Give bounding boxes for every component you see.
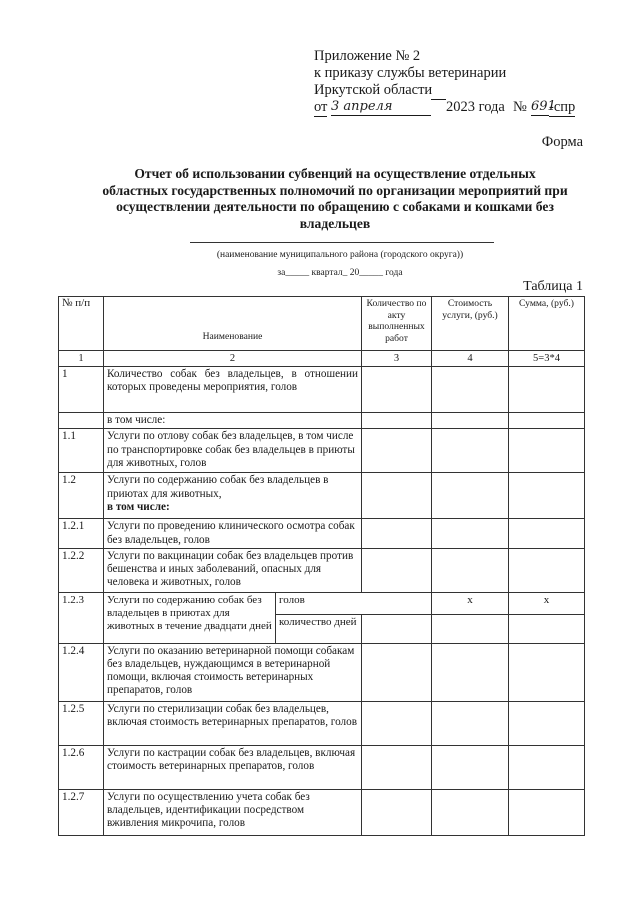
- table-row: [59, 367, 585, 413]
- row-num: 1.2.5: [59, 701, 104, 745]
- row-cost: [432, 789, 509, 835]
- header-num: № п/п: [59, 297, 104, 351]
- row-qty: [362, 789, 432, 835]
- row-sum: [509, 643, 585, 701]
- row-name: в том числе:: [104, 413, 362, 429]
- table-row: [59, 548, 585, 592]
- row-sub-days: количество дней: [276, 614, 362, 643]
- col-number: 3: [362, 351, 432, 367]
- row-cost: [432, 519, 509, 548]
- appendix-line-1: Приложение № 2: [314, 48, 421, 64]
- row-num: 1.2: [59, 473, 104, 519]
- row-cost: [432, 367, 509, 413]
- appendix-block: [314, 48, 582, 117]
- report-table: [58, 296, 585, 836]
- row-name: [104, 473, 362, 519]
- row-name: Услуги по стерилизации собак без владельцев, включая стоимость ветеринарных препаратов, голов: [104, 701, 362, 745]
- row-num: 1.2.1: [59, 519, 104, 548]
- row-cost: [432, 429, 509, 473]
- row-num: 1.2.4: [59, 643, 104, 701]
- row-cost: [432, 643, 509, 701]
- row-sub-heads: голов: [276, 592, 432, 614]
- table-row: [59, 429, 585, 473]
- row-qty: [362, 701, 432, 745]
- row-qty: [362, 473, 432, 519]
- row-num: 1.2.7: [59, 789, 104, 835]
- table-row: [59, 789, 585, 835]
- table-row: [59, 413, 585, 429]
- header-cost: Стоимость услуги, (руб.): [432, 297, 509, 351]
- row-sum: [509, 429, 585, 473]
- row-qty: [362, 429, 432, 473]
- row-cost: [432, 413, 509, 429]
- row-num: 1.2.6: [59, 745, 104, 789]
- table-header-row: [59, 297, 585, 351]
- period-line: за_____ квартал_ 20_____ года: [277, 268, 403, 278]
- order-year: 2023 года: [446, 99, 505, 115]
- row-qty: [362, 519, 432, 548]
- header-name: Наименование: [104, 297, 362, 351]
- row-name: Услуги по осуществлению учета собак без владельцев, идентификации посредством вживления микрочипа, голов: [104, 789, 362, 835]
- row-name: Услуги по кастрации собак без владельцев, включая стоимость ветеринарных препаратов, голов: [104, 745, 362, 789]
- row-qty: [362, 745, 432, 789]
- row-sum: [509, 413, 585, 429]
- row-name: Услуги по содержанию собак без владельцев в приютах для животных в течение двадцати дней: [104, 592, 276, 643]
- row-qty: [362, 614, 432, 643]
- row-sum: х: [509, 592, 585, 614]
- row-sum: [509, 519, 585, 548]
- table-row: [59, 745, 585, 789]
- col-number: 4: [432, 351, 509, 367]
- row-sum: [509, 614, 585, 643]
- header-sum: Сумма, (руб.): [509, 297, 585, 351]
- appendix-line-2: к приказу службы ветеринарии: [314, 65, 507, 81]
- table-label: Таблица 1: [523, 279, 583, 294]
- muni-caption: (наименование муниципального района (городского округа)): [216, 250, 464, 260]
- row-cost: [432, 701, 509, 745]
- row-name: Услуги по вакцинации собак без владельцев против бешенства и иных заболеваний, опасных для человека и животных, голов: [104, 548, 362, 592]
- row-num: 1.1: [59, 429, 104, 473]
- col-number: 2: [104, 351, 362, 367]
- row-sum: [509, 701, 585, 745]
- table-row: [59, 643, 585, 701]
- col-number: 5=3*4: [509, 351, 585, 367]
- row-cost: х: [432, 592, 509, 614]
- table-row: [59, 519, 585, 548]
- row-qty: [362, 548, 432, 592]
- row-sum: [509, 367, 585, 413]
- row-sum: [509, 789, 585, 835]
- row-name: Услуги по оказанию ветеринарной помощи собакам без владельцев, нуждающимся в ветеринарной помощи, включая стоимость ветеринарных препаратов, голов: [104, 643, 362, 701]
- order-date-from: от: [314, 99, 328, 115]
- row-qty: [362, 643, 432, 701]
- order-date-line: [314, 99, 582, 117]
- row-cost: [432, 548, 509, 592]
- order-number-prefix: №: [513, 99, 527, 115]
- row-sum: [509, 745, 585, 789]
- header-qty: Количество по акту выполненных работ: [362, 297, 432, 351]
- row-num: 1.2.3: [59, 592, 104, 643]
- column-numbers-row: [59, 351, 585, 367]
- row-qty: [362, 413, 432, 429]
- row-name: Услуги по проведению клинического осмотра собак без владельцев, голов: [104, 519, 362, 548]
- row-name-bold: в том числе:: [107, 500, 170, 513]
- row-name-text: Услуги по содержанию собак без владельцев в приютах для животных,: [107, 474, 329, 500]
- report-title: Отчет об использовании субвенций на осуществление отдельных областных государственных полномочий по организации мероприятий при осуществлении деятельности по обращению с собаками и кошками без владельцев: [102, 166, 568, 231]
- table-row: [59, 592, 585, 614]
- row-cost: [432, 473, 509, 519]
- row-num: 1: [59, 367, 104, 413]
- order-number-suffix: -спр: [549, 99, 576, 115]
- table-row: [59, 473, 585, 519]
- table-row: [59, 701, 585, 745]
- row-qty: [362, 367, 432, 413]
- row-name: Количество собак без владельцев, в отношении которых проведены мероприятия, голов: [104, 367, 362, 413]
- row-sum: [509, 548, 585, 592]
- row-cost: [432, 745, 509, 789]
- appendix-line-3: Иркутской области: [314, 82, 433, 98]
- row-num: 1.2.2: [59, 548, 104, 592]
- row-num: [59, 413, 104, 429]
- row-sum: [509, 473, 585, 519]
- handwritten-number: 691: [531, 99, 556, 114]
- row-cost: [432, 614, 509, 643]
- muni-blank-line: [190, 242, 494, 243]
- row-name: Услуги по отлову собак без владельцев, в том числе по транспортировке собак без владельцев в приюты для животных, голов: [104, 429, 362, 473]
- form-label: Форма: [541, 134, 583, 150]
- col-number: 1: [59, 351, 104, 367]
- handwritten-date: 3 апреля: [331, 98, 431, 116]
